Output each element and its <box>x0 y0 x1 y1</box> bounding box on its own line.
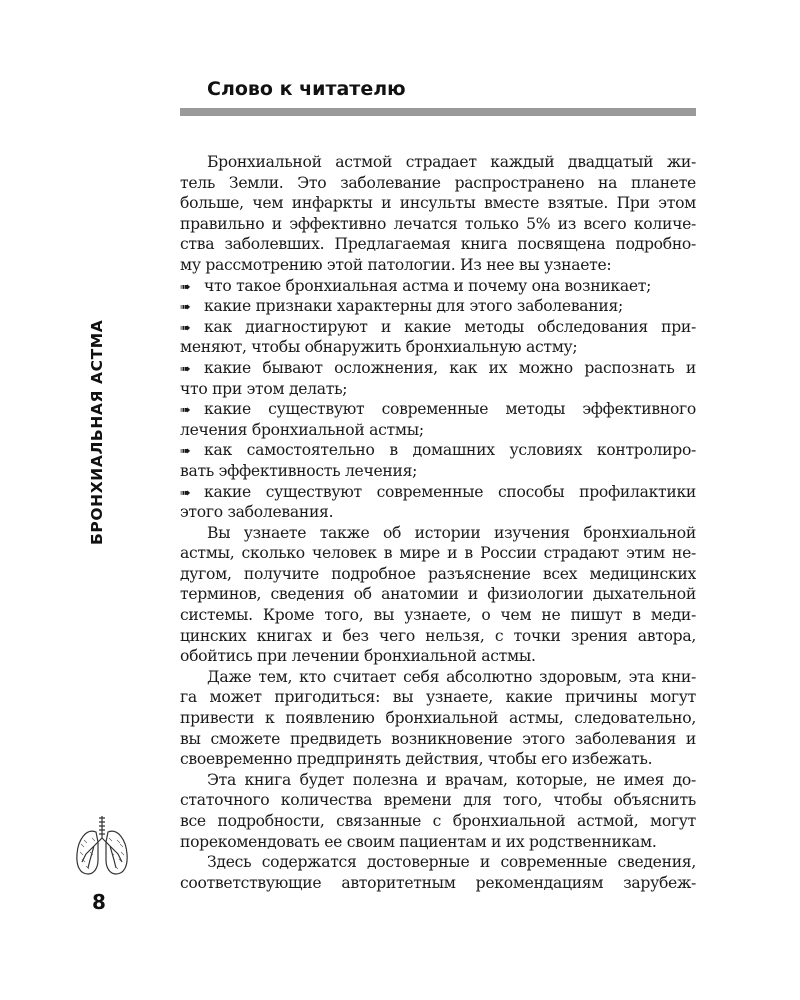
text-line <box>180 770 696 791</box>
line-text: этого заболевания. <box>180 503 334 522</box>
line-text: привести к появлению бронхиальной астмы, следовательно, <box>180 709 696 728</box>
text-line <box>180 811 696 832</box>
line-text: терминов, сведения об анатомии и физиологии дыхательной <box>180 585 696 604</box>
arrow-bullet-icon: ➠ <box>180 403 191 419</box>
text-line <box>180 173 696 194</box>
arrow-bullet-icon: ➠ <box>180 320 191 336</box>
line-text: системы. Кроме того, вы узнаете, о чем не пишут в меди- <box>180 606 696 625</box>
text-line <box>180 523 696 544</box>
text-line <box>180 832 696 853</box>
line-text: лечения бронхиальной астмы; <box>180 420 424 439</box>
text-line <box>180 873 696 894</box>
line-text: Здесь содержатся достоверные и современные сведения, <box>207 853 696 872</box>
line-text: му рассмотрению этой патологии. Из нее вы узнаете: <box>180 255 612 274</box>
line-text: обойтись при лечении бронхиальной астмы. <box>180 647 536 666</box>
title-underline <box>180 108 696 116</box>
book-side-title: БРОНХИАЛЬНАЯ АСТМА <box>88 319 106 545</box>
text-line <box>180 461 696 482</box>
text-line <box>180 852 696 873</box>
line-text: астмы, сколько человек в мире и в России страдают этим не- <box>180 544 696 563</box>
text-line <box>180 502 696 523</box>
line-text: какие существуют современные способы профилактики <box>204 482 696 501</box>
line-text: Даже тем, кто считает себя абсолютно здоровым, эта кни- <box>207 667 696 686</box>
text-line <box>180 255 696 276</box>
bullet-line <box>180 482 696 503</box>
text-line <box>180 379 696 400</box>
line-text: своевременно предпринять действия, чтобы его избежать. <box>180 750 653 769</box>
bullet-line <box>180 399 696 420</box>
line-text: все подробности, связанные с бронхиальной астмой, могут <box>180 812 696 830</box>
line-text: вы сможете предвидеть возникновение этого заболевания и <box>180 729 696 748</box>
line-text: ства заболевших. Предлагаемая книга посвящена подробно- <box>180 235 696 254</box>
bullet-line <box>180 296 696 317</box>
line-text: какие бывают осложнения, как их можно распознать и <box>204 358 696 377</box>
text-line <box>180 193 696 214</box>
line-text: что такое бронхиальная астма и почему она возникает; <box>204 276 652 295</box>
page-number: 8 <box>92 890 106 914</box>
body-text <box>180 152 696 893</box>
text-line <box>180 626 696 647</box>
line-text: Вы узнаете также об истории изучения бронхиальной <box>207 523 696 542</box>
line-text: статочного количества времени для того, чтобы объяснить <box>180 791 696 810</box>
lungs-icon <box>72 812 132 878</box>
bullet-line <box>180 317 696 338</box>
text-line <box>180 790 696 811</box>
page-title: Слово к читателю <box>207 78 406 100</box>
text-line <box>180 420 696 441</box>
text-line <box>180 667 696 688</box>
text-line <box>180 708 696 729</box>
line-text: больше, чем инфаркты и инсульты вместе взятые. При этом <box>180 194 696 213</box>
text-line <box>180 152 696 173</box>
text-line <box>180 564 696 585</box>
text-line <box>180 729 696 750</box>
line-text: соответствующие авторитетным рекомендациям зарубеж- <box>180 873 696 892</box>
line-text: какие существуют современные методы эффективного <box>204 400 696 419</box>
text-line <box>180 584 696 605</box>
line-text: что при этом делать; <box>180 379 348 398</box>
arrow-bullet-icon: ➠ <box>180 444 191 460</box>
line-text: цинских книгах и без чего нельзя, с точки зрения автора, <box>180 626 696 645</box>
arrow-bullet-icon: ➠ <box>180 279 191 295</box>
bullet-line <box>180 276 696 297</box>
text-line <box>180 214 696 235</box>
line-text: Бронхиальной астмой страдает каждый двадцатый жи- <box>207 153 696 171</box>
line-text: га может пригодиться: вы узнаете, какие причины могут <box>180 688 696 707</box>
text-line <box>180 687 696 708</box>
bullet-line <box>180 440 696 461</box>
text-line <box>180 749 696 770</box>
line-text: меняют, чтобы обнаружить бронхиальную астму; <box>180 338 578 357</box>
text-line <box>180 337 696 358</box>
text-line <box>180 646 696 667</box>
line-text: как самостоятельно в домашних условиях контролиро- <box>204 441 696 460</box>
line-text: порекомендовать ее своим пациентам и их родственникам. <box>180 832 657 851</box>
arrow-bullet-icon: ➠ <box>180 300 191 316</box>
text-line <box>180 605 696 626</box>
arrow-bullet-icon: ➠ <box>180 485 191 501</box>
line-text: правильно и эффективно лечатся только 5% из всего количе- <box>180 214 696 233</box>
line-text: вать эффективность лечения; <box>180 461 418 480</box>
line-text: Эта книга будет полезна и врачам, которые, не имея до- <box>207 770 696 789</box>
line-text: тель Земли. Это заболевание распространено на планете <box>180 173 696 192</box>
bullet-line <box>180 358 696 379</box>
text-line <box>180 543 696 564</box>
text-line <box>180 234 696 255</box>
line-text: как диагностируют и какие методы обследования при- <box>204 317 696 336</box>
line-text: дугом, получите подробное разъяснение всех медицинских <box>180 564 696 583</box>
line-text: какие признаки характерны для этого заболевания; <box>204 297 623 316</box>
arrow-bullet-icon: ➠ <box>180 361 191 377</box>
